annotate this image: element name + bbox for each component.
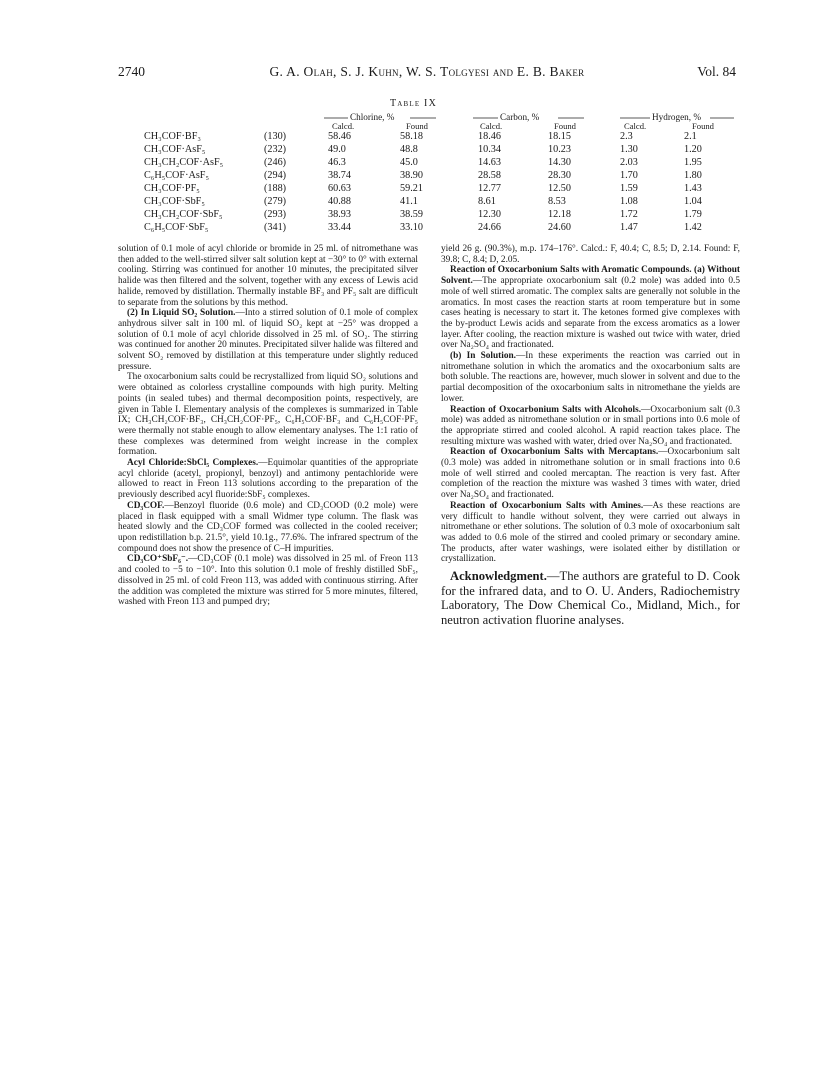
run-in-heading: (2) In Liquid SO₂ Solution. bbox=[127, 308, 236, 319]
compound-cell: C₆H₅COF·SbF₅ bbox=[144, 222, 209, 233]
table-row bbox=[118, 183, 738, 196]
cl-calcd-cell: 33.44 bbox=[328, 222, 351, 233]
table-row bbox=[118, 209, 738, 222]
table-row bbox=[118, 144, 738, 157]
cl-found-cell: 38.90 bbox=[400, 170, 423, 181]
run-in-heading: Reaction of Oxocarbonium Salts with Alcohols. bbox=[450, 404, 642, 415]
run-in-heading: Reaction of Oxocarbonium Salts with Mercaptans. bbox=[450, 447, 659, 458]
paragraph bbox=[118, 308, 418, 372]
mw-cell: (232) bbox=[264, 144, 287, 155]
page-number: 2740 bbox=[118, 64, 145, 79]
h-found-cell: 1.43 bbox=[684, 183, 702, 194]
subsection-label: (a) Without Solvent. bbox=[441, 265, 740, 287]
paragraph bbox=[441, 405, 740, 448]
run-in-heading: CD₃CO⁺SbF₆⁻. bbox=[127, 554, 189, 565]
c-found-cell: 8.53 bbox=[548, 196, 566, 207]
mw-cell: (341) bbox=[264, 222, 287, 233]
paragraph bbox=[118, 501, 418, 555]
paragraph bbox=[118, 554, 418, 608]
cl-calcd-cell: 38.93 bbox=[328, 209, 351, 220]
table-row bbox=[118, 131, 738, 144]
c-found-cell: 14.30 bbox=[548, 157, 571, 168]
cl-calcd-cell: 60.63 bbox=[328, 183, 351, 194]
compound-cell: CH₃COF·PF₅ bbox=[144, 183, 200, 194]
compound-cell: CH₃COF·BF₃ bbox=[144, 131, 201, 142]
h-found-cell: 1.04 bbox=[684, 196, 702, 207]
body-text: —Benzoyl fluoride (0.6 mole) and CD₃COOD (0.2 mole) were placed in flask equipped with a small Widmer type column. The flask was heated slowly and the CD₃COF formed was collected in the cooled receiver; upon redistillation b.p. 21.5°, yield 10.1g., 77.6%. The infrared spectrum of the compound does not show the presence of C–H impurities. bbox=[118, 500, 418, 554]
c-found-cell: 18.15 bbox=[548, 131, 571, 142]
compound-cell: C₆H₅COF·AsF₅ bbox=[144, 170, 210, 181]
h-found-cell: 1.42 bbox=[684, 222, 702, 233]
body-text: solution of 0.1 mole of acyl chloride or bromide in 25 ml. of nitromethane was then added to the well-stirred silver salt solution kept at −30° to 0° with external cooling. Stirring was continued for another 10 minutes, the precipitated silver halide was then filtered and the solvent, together with any excess of Lewis acid halide, removed by distillation. Thermally instable BF₃ and PF₅ salt are difficult to separate from the solutions by this method. bbox=[118, 244, 418, 308]
run-in-heading: Reaction of Oxocarbonium Salts with Amines. bbox=[450, 500, 644, 511]
cl-calcd-cell: 58.46 bbox=[328, 131, 351, 142]
c-calcd-cell: 24.66 bbox=[478, 222, 501, 233]
paragraph bbox=[441, 447, 740, 501]
h-calcd-cell: 1.70 bbox=[620, 170, 638, 181]
body-text: —Equimolar quantities of the appropriate acyl chloride (acetyl, propionyl, benzoyl) and antimony pentachloride were allowed to react in Freon 113 solutions according to the preparation of the previously described acyl fluoride:SbF₅ complexes. bbox=[118, 458, 418, 501]
subheader-h-found: Found bbox=[692, 121, 714, 131]
acknowledgment bbox=[441, 569, 740, 627]
cl-found-cell: 59.21 bbox=[400, 183, 423, 194]
body-text: The oxocarbonium salts could be recrystallized from liquid SO₂ solutions and were obtained as colorless crystalline compounds with high purity. Melting points (in sealed tubes) and thermal decomposition points, respectively, are given in Table I. Elementary analysis of the complexes is summarized in Table IX; CH₃CH₂COF·BF₃, CH₃CH₂COF·PF₅, C₆H₅COF·BF₃ and C₆H₅COF·PF₅ were thermally not stable enough to allow elementary analyses. The 1:1 ratio of these complexes was determined from weight increase in the complex formation. bbox=[118, 372, 418, 458]
mw-cell: (130) bbox=[264, 131, 287, 142]
left-column bbox=[118, 244, 418, 608]
c-calcd-cell: 8.61 bbox=[478, 196, 496, 207]
body-text: —Oxocarbonium salt (0.3 mole) was added as nitromethane solution or in small portions into 0.6 mole of the appropriate stirred and cooled alcohol. A rapid reaction takes place. The resulting mixture was washed with water, dried over Na₂SO₄ and fractionated. bbox=[441, 404, 740, 447]
paragraph bbox=[441, 265, 740, 351]
cl-found-cell: 58.18 bbox=[400, 131, 423, 142]
mw-cell: (188) bbox=[264, 183, 287, 194]
body-text: —The authors are grateful to D. Cook for the infrared data, and to O. U. Anders, Radiochemistry Laboratory, The Dow Chemical Co., Midland, Mich., for neutron activation fluorine analyses. bbox=[441, 569, 740, 627]
group-header-carbon: Carbon, % bbox=[500, 112, 540, 122]
mw-cell: (294) bbox=[264, 170, 287, 181]
body-text: —The appropriate oxocarbonium salt (0.2 mole) was added into 0.5 mole of well stirred aromatic. The complex salts are generally not soluble in the aromatics. In most cases the reaction starts at room temperature but in some cases heating is necessary to start it. The ketones formed give complexes with the by-product Lewis acids and separate from the excess aromatics as a lower layer. After cooling, the reaction mixture is washed out twice with water, dried over Na₂SO₄ and fractionated. bbox=[441, 276, 740, 351]
mw-cell: (293) bbox=[264, 209, 287, 220]
group-header-chlorine: Chlorine, % bbox=[350, 112, 395, 122]
compound-cell: CH₃COF·SbF₅ bbox=[144, 196, 205, 207]
table-row bbox=[118, 196, 738, 209]
h-calcd-cell: 1.08 bbox=[620, 196, 638, 207]
subheader-c-calcd: Calcd. bbox=[480, 121, 503, 131]
run-in-heading: Acknowledgment. bbox=[450, 569, 547, 584]
body-text: —Into a stirred solution of 0.1 mole of complex anhydrous silver salt in 100 ml. of liquid SO₂ kept at −25° was dropped a solution of 0.1 mole of acyl chloride dissolved in 25 ml. of SO₂. The stirring was continued for another 20 minutes. Precipitated silver halide was filtered and solvent SO₂ removed by distillation at this temperature under slightly reduced pressure. bbox=[118, 308, 418, 372]
compound-cell: CH₃CH₂COF·AsF₅ bbox=[144, 157, 224, 168]
table-row bbox=[118, 170, 738, 183]
body-text: —In these experiments the reaction was carried out in nitromethane solution in which the aromatics and the oxocarbonium salts are both soluble. The reactions are, however, much slower in solvent and due to the partial decomposition of the oxocarbonium salts in nitromethane the yields are lower. bbox=[441, 351, 740, 404]
h-calcd-cell: 1.30 bbox=[620, 144, 638, 155]
c-calcd-cell: 18.46 bbox=[478, 131, 501, 142]
table-row bbox=[118, 157, 738, 170]
h-found-cell: 1.80 bbox=[684, 170, 702, 181]
c-found-cell: 24.60 bbox=[548, 222, 571, 233]
paragraph bbox=[118, 244, 418, 308]
c-found-cell: 10.23 bbox=[548, 144, 571, 155]
c-found-cell: 12.18 bbox=[548, 209, 571, 220]
subheader-c-found: Found bbox=[554, 121, 576, 131]
h-found-cell: 2.1 bbox=[684, 131, 697, 142]
h-calcd-cell: 1.72 bbox=[620, 209, 638, 220]
body-text: —Oxocarbonium salt (0.3 mole) was added in nitromethane solution or in small fractions into 0.6 mole of well stirred and cooled mercaptan. The reaction is very fast. After completion of the reaction the mixture was washed 3 times with water, dried over Na₂SO₄ and fractionated. bbox=[441, 447, 740, 501]
paragraph bbox=[441, 351, 740, 405]
c-calcd-cell: 14.63 bbox=[478, 157, 501, 168]
h-calcd-cell: 2.03 bbox=[620, 157, 638, 168]
h-found-cell: 1.79 bbox=[684, 209, 702, 220]
compound-cell: CH₃CH₂COF·SbF₅ bbox=[144, 209, 223, 220]
mw-cell: (279) bbox=[264, 196, 287, 207]
cl-found-cell: 33.10 bbox=[400, 222, 423, 233]
compound-cell: CH₃COF·AsF₅ bbox=[144, 144, 206, 155]
run-in-heading: (b) In Solution. bbox=[450, 351, 516, 362]
body-text: yield 26 g. (90.3%), m.p. 174–176°. Calcd.: F, 40.4; C, 8.5; D, 2.14. Found: F, 39.8; C, 8.4; D, 2.05. bbox=[441, 244, 740, 265]
cl-found-cell: 48.8 bbox=[400, 144, 418, 155]
h-calcd-cell: 2.3 bbox=[620, 131, 633, 142]
subheader-cl-found: Found bbox=[406, 121, 428, 131]
c-calcd-cell: 12.30 bbox=[478, 209, 501, 220]
mw-cell: (246) bbox=[264, 157, 287, 168]
run-in-heading: Acyl Chloride:SbCl₅ Complexes. bbox=[127, 458, 259, 469]
cl-calcd-cell: 49.0 bbox=[328, 144, 346, 155]
c-calcd-cell: 12.77 bbox=[478, 183, 501, 194]
paragraph bbox=[118, 372, 418, 458]
cl-found-cell: 41.1 bbox=[400, 196, 418, 207]
paragraph bbox=[118, 458, 418, 501]
c-calcd-cell: 10.34 bbox=[478, 144, 501, 155]
cl-found-cell: 45.0 bbox=[400, 157, 418, 168]
run-in-heading: CD₃COF. bbox=[127, 500, 165, 511]
running-authors: G. A. Olah, S. J. Kuhn, W. S. Tolgyesi and E. B. Baker bbox=[269, 64, 585, 79]
group-header-hydrogen: Hydrogen, % bbox=[652, 112, 701, 122]
paragraph bbox=[441, 244, 740, 265]
run-in-heading: Reaction of Oxocarbonium Salts with Aromatic Compounds. bbox=[450, 265, 692, 276]
table-caption: Table IX bbox=[389, 98, 438, 109]
subheader-h-calcd: Calcd. bbox=[624, 121, 647, 131]
h-found-cell: 1.20 bbox=[684, 144, 702, 155]
paragraph bbox=[441, 501, 740, 565]
cl-calcd-cell: 46.3 bbox=[328, 157, 346, 168]
c-found-cell: 28.30 bbox=[548, 170, 571, 181]
cl-calcd-cell: 40.88 bbox=[328, 196, 351, 207]
subheader-cl-calcd: Calcd. bbox=[332, 121, 355, 131]
c-calcd-cell: 28.58 bbox=[478, 170, 501, 181]
c-found-cell: 12.50 bbox=[548, 183, 571, 194]
h-calcd-cell: 1.47 bbox=[620, 222, 638, 233]
cl-calcd-cell: 38.74 bbox=[328, 170, 351, 181]
h-calcd-cell: 1.59 bbox=[620, 183, 638, 194]
h-found-cell: 1.95 bbox=[684, 157, 702, 168]
right-column bbox=[441, 244, 740, 627]
page-header bbox=[118, 64, 736, 82]
volume-label: Vol. 84 bbox=[697, 64, 736, 79]
table-row bbox=[118, 222, 738, 235]
body-text: —CD₃COF (0.1 mole) was dissolved in 25 ml. of Freon 113 and cooled to −5 to −10°. Into this solution 0.1 mole of freshly distilled SbF₅, dissolved in 25 ml. of cold Freon 113, was added with continuous stirring. After the addition was completed the mixture was stirred for 5 more minutes, filtered, washed with Freon 113 and pumped dry; bbox=[118, 554, 418, 608]
body-text: —As these reactions are very difficult to handle without solvent, they were carried out always in nitromethane or ether solutions. The solution of 0.3 mole of oxocarbonium salt was added to 0.6 mole of the stirred and cooled primary or secondary amine. The products, after water washings, were isolated either by distillation or crystallization. bbox=[441, 500, 741, 565]
cl-found-cell: 38.59 bbox=[400, 209, 423, 220]
